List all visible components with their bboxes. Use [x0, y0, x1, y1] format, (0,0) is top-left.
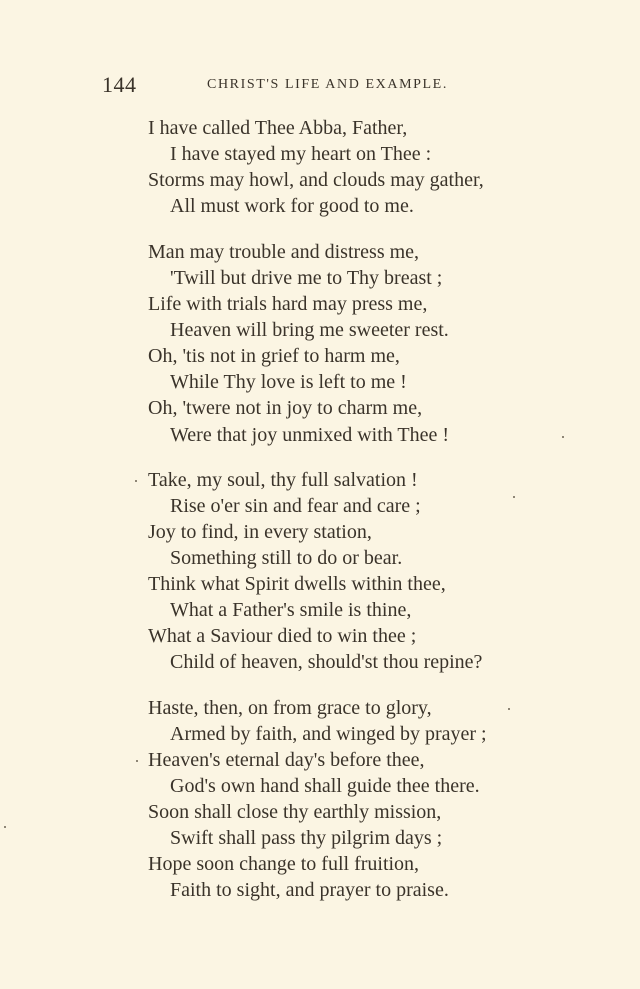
poem-line: Something still to do or bear.: [170, 547, 403, 569]
poem-line: I have stayed my heart on Thee :: [170, 143, 432, 165]
poem-line: Armed by faith, and winged by prayer ;: [170, 723, 487, 745]
poem-line: Faith to sight, and prayer to praise.: [170, 879, 449, 901]
poem-line: Joy to find, in every station,: [148, 521, 372, 543]
poem-line: God's own hand shall guide thee there.: [170, 775, 480, 797]
poem-line: 'Twill but drive me to Thy breast ;: [170, 267, 443, 289]
poem-line: Haste, then, on from grace to glory,: [148, 697, 432, 719]
print-speck: [135, 480, 137, 482]
poem-line: Child of heaven, should'st thou repine?: [170, 651, 483, 673]
poem-line: Oh, 'tis not in grief to harm me,: [148, 345, 400, 367]
poem-line: Take, my soul, thy full salvation !: [148, 469, 418, 491]
poem-line: Swift shall pass thy pilgrim days ;: [170, 827, 443, 849]
poem-line: Man may trouble and distress me,: [148, 241, 420, 263]
poem-line: Think what Spirit dwells within thee,: [148, 573, 446, 595]
poem-line: What a Father's smile is thine,: [170, 599, 412, 621]
poem-line: Rise o'er sin and fear and care ;: [170, 495, 421, 517]
print-speck: [513, 496, 515, 498]
poem-line: Were that joy unmixed with Thee !: [170, 424, 450, 446]
poem-line: While Thy love is left to me !: [170, 371, 407, 393]
poem-line: Storms may howl, and clouds may gather,: [148, 169, 484, 191]
poem-line: Oh, 'twere not in joy to charm me,: [148, 397, 423, 419]
print-speck: [562, 436, 564, 438]
poem-line: I have called Thee Abba, Father,: [148, 117, 408, 139]
page-header: [0, 72, 640, 102]
poem-line: Soon shall close thy earthly mission,: [148, 801, 442, 823]
page-number: 144: [102, 72, 137, 97]
poem-line: Heaven will bring me sweeter rest.: [170, 319, 449, 341]
print-speck: [4, 826, 6, 828]
poem-line: Life with trials hard may press me,: [148, 293, 428, 315]
poem-line: All must work for good to me.: [170, 195, 414, 217]
print-speck: [508, 708, 510, 710]
poem-line: Heaven's eternal day's before thee,: [148, 749, 425, 771]
poem-line: What a Saviour died to win thee ;: [148, 625, 417, 647]
running-head: CHRIST'S LIFE AND EXAMPLE.: [207, 77, 448, 92]
print-speck: [136, 760, 138, 762]
poem-line: Hope soon change to full fruition,: [148, 853, 420, 875]
